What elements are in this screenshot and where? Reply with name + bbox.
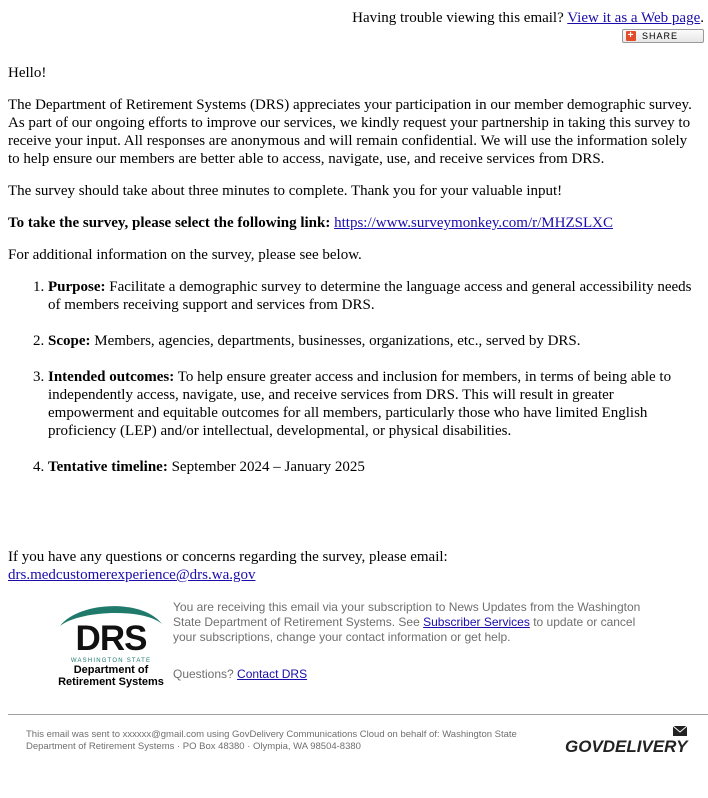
- govdelivery-mark: [563, 724, 691, 758]
- govdelivery-wordmark: GOVDELIVERY: [565, 737, 688, 756]
- questions-label: Questions?: [173, 667, 234, 681]
- subscription-text-before: You are receiving this email via your subscription to News Updates from the Washington State Department of Retirement Systems. See: [173, 600, 641, 629]
- email-body: [8, 64, 700, 494]
- survey-cta: [8, 214, 700, 232]
- questions-line: [173, 667, 643, 682]
- item-label: Tentative timeline:: [48, 459, 168, 475]
- list-item-scope: [48, 332, 700, 350]
- logo-line2: Retirement Systems: [58, 676, 164, 688]
- footer-divider: [8, 714, 708, 715]
- item-label: Purpose:: [48, 279, 106, 295]
- trouble-text: Having trouble viewing this email?: [352, 10, 564, 26]
- legal-text: This email was sent to xxxxxx@gmail.com using GovDelivery Communications Cloud on behalf of: Washington State Department of Retirement Systems · PO Box 48380 · Olympia, WA 98504-8380: [26, 729, 517, 752]
- list-item-outcomes: [48, 368, 700, 440]
- duration-paragraph: The survey should take about three minutes to complete. Thank you for your valuable input!: [8, 183, 563, 199]
- drs-logo: [58, 600, 164, 692]
- web-view-bar: [352, 10, 704, 27]
- survey-link[interactable]: https://www.surveymonkey.com/r/MHZSLXC: [334, 215, 613, 231]
- additional-info: For additional information on the survey, please see below.: [8, 247, 362, 263]
- greeting: Hello!: [8, 65, 47, 81]
- period: .: [700, 10, 704, 26]
- contact-drs-link[interactable]: Contact DRS: [237, 667, 308, 681]
- share-button[interactable]: [622, 29, 704, 43]
- list-item-purpose: [48, 278, 700, 314]
- subscription-footer: [58, 600, 698, 692]
- share-label: SHARE: [642, 31, 679, 41]
- contact-email-link[interactable]: drs.medcustomerexperience@drs.wa.gov: [8, 567, 256, 583]
- govdelivery-logo: [563, 724, 691, 758]
- item-text: September 2024 – January 2025: [171, 459, 365, 475]
- plus-icon: +: [627, 30, 635, 41]
- cta-label: To take the survey, please select the following link:: [8, 215, 331, 231]
- item-text: Members, agencies, departments, businesses, organizations, etc., served by DRS.: [94, 333, 581, 349]
- survey-details-list: [8, 278, 700, 476]
- intro-paragraph: The Department of Retirement Systems (DRS) appreciates your participation in our member demographic survey. As part of our ongoing efforts to improve our services, we kindly request your partnership in taking this survey to receive your input. All responses are anonymous and will remain confidential. We will use the information solely to help ensure our members are better able to access, navigate, use, and receive services from DRS.: [8, 97, 692, 167]
- contact-section: [8, 548, 700, 584]
- view-web-page-link[interactable]: View it as a Web page: [567, 10, 701, 26]
- item-text: Facilitate a demographic survey to determine the language access and general accessibility needs of members receiving support and services from DRS.: [48, 279, 692, 313]
- item-label: Scope:: [48, 333, 91, 349]
- contact-text: If you have any questions or concerns regarding the survey, please email:: [8, 549, 448, 565]
- drs-logo-letters: DRS: [75, 619, 147, 652]
- subscription-text-after: to update or cancel your subscriptions, change your contact information or get help.: [173, 615, 636, 644]
- item-label: Intended outcomes:: [48, 369, 175, 385]
- drs-logo-mark: [58, 600, 164, 652]
- subscription-text: [173, 600, 643, 682]
- logo-line1: Department of: [73, 664, 149, 676]
- list-item-timeline: [48, 458, 700, 476]
- item-text: To help ensure greater access and inclusion for members, in terms of being able to independently access, navigate, use, and receive services from DRS. This will result in greater empowerment and equitable outcomes for all members, particularly those who have limited English proficiency (LEP) and/or intellectual, developmental, or physical disabilities.: [48, 369, 672, 439]
- subscriber-services-link[interactable]: Subscriber Services: [423, 615, 530, 629]
- logo-state: WASHINGTON STATE: [70, 658, 152, 664]
